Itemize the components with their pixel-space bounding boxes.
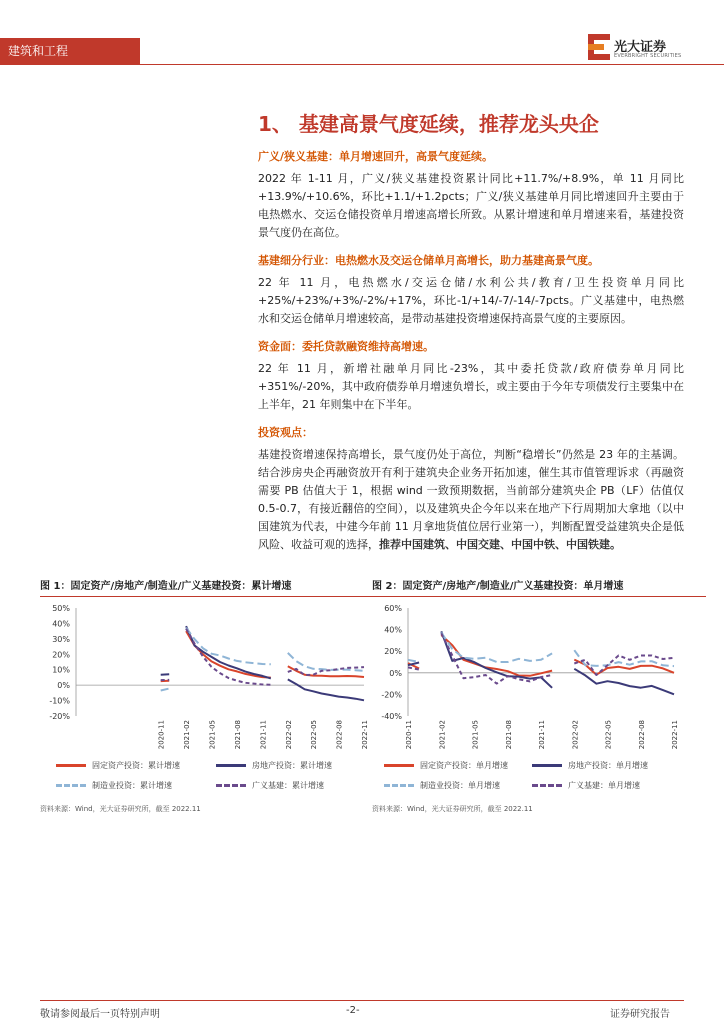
x-tick-label: 2022-08: [637, 720, 646, 750]
x-tick-label: 2022-05: [604, 720, 613, 750]
figure-2-title: 图 2：固定资产/房地产/制造业/广义基建投资：单月增速: [372, 578, 706, 597]
paragraph-investment-view: [258, 446, 684, 554]
x-tick-label: 2020-11: [405, 720, 413, 750]
subheading-sub-industry: 基建细分行业：电热燃水及交运仓储单月高增长，助力基建高景气度。: [258, 254, 599, 267]
page-header: [0, 0, 724, 66]
y-tick-label: 0%: [389, 668, 402, 678]
subheading-investment-view: 投资观点：: [258, 426, 313, 439]
legend-label: 固定资产投资：单月增速: [420, 761, 508, 770]
paragraph-funding: 22 年 11 月，新增社融单月同比-23%，其中委托贷款/政府债券单月同比+351%/-20%，其中政府债券单月增速负增长，或主要由于今年专项债发行主要集中在上半年，21 年则集中在下半年。: [258, 362, 684, 411]
figure-2-source: 资料来源：Wind，光大证券研究所，截至 2022.11: [372, 805, 533, 813]
figure-1-legend: [40, 760, 374, 800]
series-line: [408, 635, 674, 676]
x-tick-label: 2021-11: [538, 720, 546, 750]
legend-swatch: [384, 764, 414, 767]
legend-label: 广义基建：单月增速: [568, 781, 640, 790]
x-tick-label: 2020-11: [157, 720, 166, 750]
y-tick-label: 20%: [384, 647, 402, 657]
y-tick-label: 50%: [52, 604, 70, 613]
legend-label: 固定资产投资：累计增速: [92, 761, 180, 770]
header-divider: [0, 64, 724, 65]
figure-2-chart: [372, 600, 684, 750]
paragraph-infrastructure: 2022 年 1-11 月，广义/狭义基建投资累计同比+11.7%/+8.9%，单 11 月同比+13.9%/+10.6%，环比+1.1/+1.2pcts；广义/狭义基建单月同比增速回升主要由于电热燃水、交运仓储投资单月增速高增长所致。从累计增速和单月增速来看，基建投资景气度仍在高位。: [258, 172, 684, 239]
legend-label: 广义基建：累计增速: [252, 781, 324, 790]
y-tick-label: -20%: [49, 712, 70, 721]
legend-swatch: [56, 764, 86, 767]
y-tick-label: 10%: [52, 665, 70, 675]
x-tick-label: 2021-08: [233, 720, 242, 750]
figure-1-source: 资料来源：Wind，光大证券研究所，截至 2022.11: [40, 805, 201, 813]
figure-1-chart: [40, 600, 374, 750]
y-tick-label: 40%: [52, 619, 70, 629]
legend-item: [532, 760, 648, 771]
legend-item: [56, 760, 180, 771]
legend-label: 制造业投资：单月增速: [420, 781, 500, 790]
x-tick-label: 2022-08: [335, 720, 344, 750]
y-tick-label: 40%: [384, 625, 402, 635]
brand-logo: [588, 34, 698, 62]
legend-item: [216, 780, 324, 791]
legend-label: 制造业投资：累计增速: [92, 781, 172, 790]
x-tick-label: 2021-08: [504, 720, 513, 750]
legend-swatch: [216, 764, 246, 767]
footer-divider: [40, 1000, 684, 1001]
brand-name: 光大证券: [614, 40, 667, 55]
legend-swatch: [532, 784, 562, 787]
legend-swatch: [216, 784, 246, 787]
legend-label: 房地产投资：累计增速: [252, 761, 332, 770]
figure-1-title: 图 1：固定资产/房地产/制造业/广义基建投资：累计增速: [40, 578, 374, 597]
x-tick-label: 2022-11: [361, 720, 369, 750]
x-tick-label: 2022-02: [284, 720, 293, 750]
y-tick-label: -20%: [381, 690, 402, 700]
y-tick-label: -40%: [381, 712, 402, 721]
legend-swatch: [384, 784, 414, 787]
x-tick-label: 2022-02: [571, 720, 580, 750]
x-tick-label: 2021-02: [438, 720, 447, 750]
section-heading: 1、 基建高景气度延续，推荐龙头央企: [258, 112, 599, 136]
legend-item: [532, 780, 640, 791]
footer-disclaimer-link[interactable]: 敬请参阅最后一页特别声明: [40, 1009, 160, 1020]
subheading-infrastructure: 广义/狭义基建：单月增速回升，高景气度延续。: [258, 150, 494, 163]
brand-subtitle: EVERBRIGHT SECURITIES: [614, 53, 682, 59]
x-tick-label: 2021-02: [183, 720, 192, 750]
y-tick-label: 20%: [52, 650, 70, 660]
x-tick-label: 2021-05: [208, 720, 217, 750]
legend-item: [56, 780, 172, 791]
y-tick-label: 0%: [57, 681, 70, 691]
y-tick-label: 30%: [52, 634, 70, 644]
x-tick-label: 2022-11: [671, 720, 679, 750]
legend-item: [384, 760, 508, 771]
legend-item: [384, 780, 500, 791]
investment-view-recommendation: 推荐中国建筑、中国交建、中国中铁、中国铁建。: [379, 538, 621, 551]
x-tick-label: 2022-05: [310, 720, 319, 750]
legend-swatch: [56, 784, 86, 787]
figure-2-legend: [372, 760, 684, 800]
brand-logo-icon: [588, 34, 610, 60]
page-number: -2-: [346, 1005, 360, 1016]
figure-2: [372, 578, 706, 813]
footer-report-type: 证券研究报告: [610, 1009, 670, 1020]
x-tick-label: 2021-05: [471, 720, 480, 750]
subheading-funding: 资金面：委托贷款融资维持高增速。: [258, 340, 434, 353]
paragraph-sub-industry: 22 年 11 月，电热燃水/交运仓储/水利公共/教育/卫生投资单月同比+25%/+23%/+3%/-2%/+17%，环比-1/+14/-7/-14/-7pcts。广义基建中，电热燃水和交运仓储单月增速较高，是带动基建投资增速保持高景气度的主要原因。: [258, 276, 684, 325]
y-tick-label: -10%: [49, 696, 70, 706]
legend-item: [216, 760, 332, 771]
figure-1: [40, 578, 374, 813]
y-tick-label: 60%: [384, 604, 402, 613]
legend-swatch: [532, 764, 562, 767]
article-body: [258, 148, 684, 554]
investment-view-text: 基建投资增速保持高增长，景气度仍处于高位，判断“稳增长”仍然是 23 年的主基调。结合涉房央企再融资放开有利于建筑央企业务开拓加速，催生其市值管理诉求（再融资需要 PB 估值大于 1，根据 wind 一致预期数据，当前部分建筑央企 PB（LF）估值仅 0.5-0.7，有接近翻倍的空间），以及建筑央企今年以来在地产下行周期加大拿地（以中国建筑为代表，中建今年前 11 月拿地货值位居行业第一），判断配置受益建筑央企是低风险、收益可观的选择，: [258, 448, 684, 551]
legend-label: 房地产投资：单月增速: [568, 761, 648, 770]
x-tick-label: 2021-11: [259, 720, 268, 750]
section-tag: 建筑和工程: [0, 38, 140, 64]
